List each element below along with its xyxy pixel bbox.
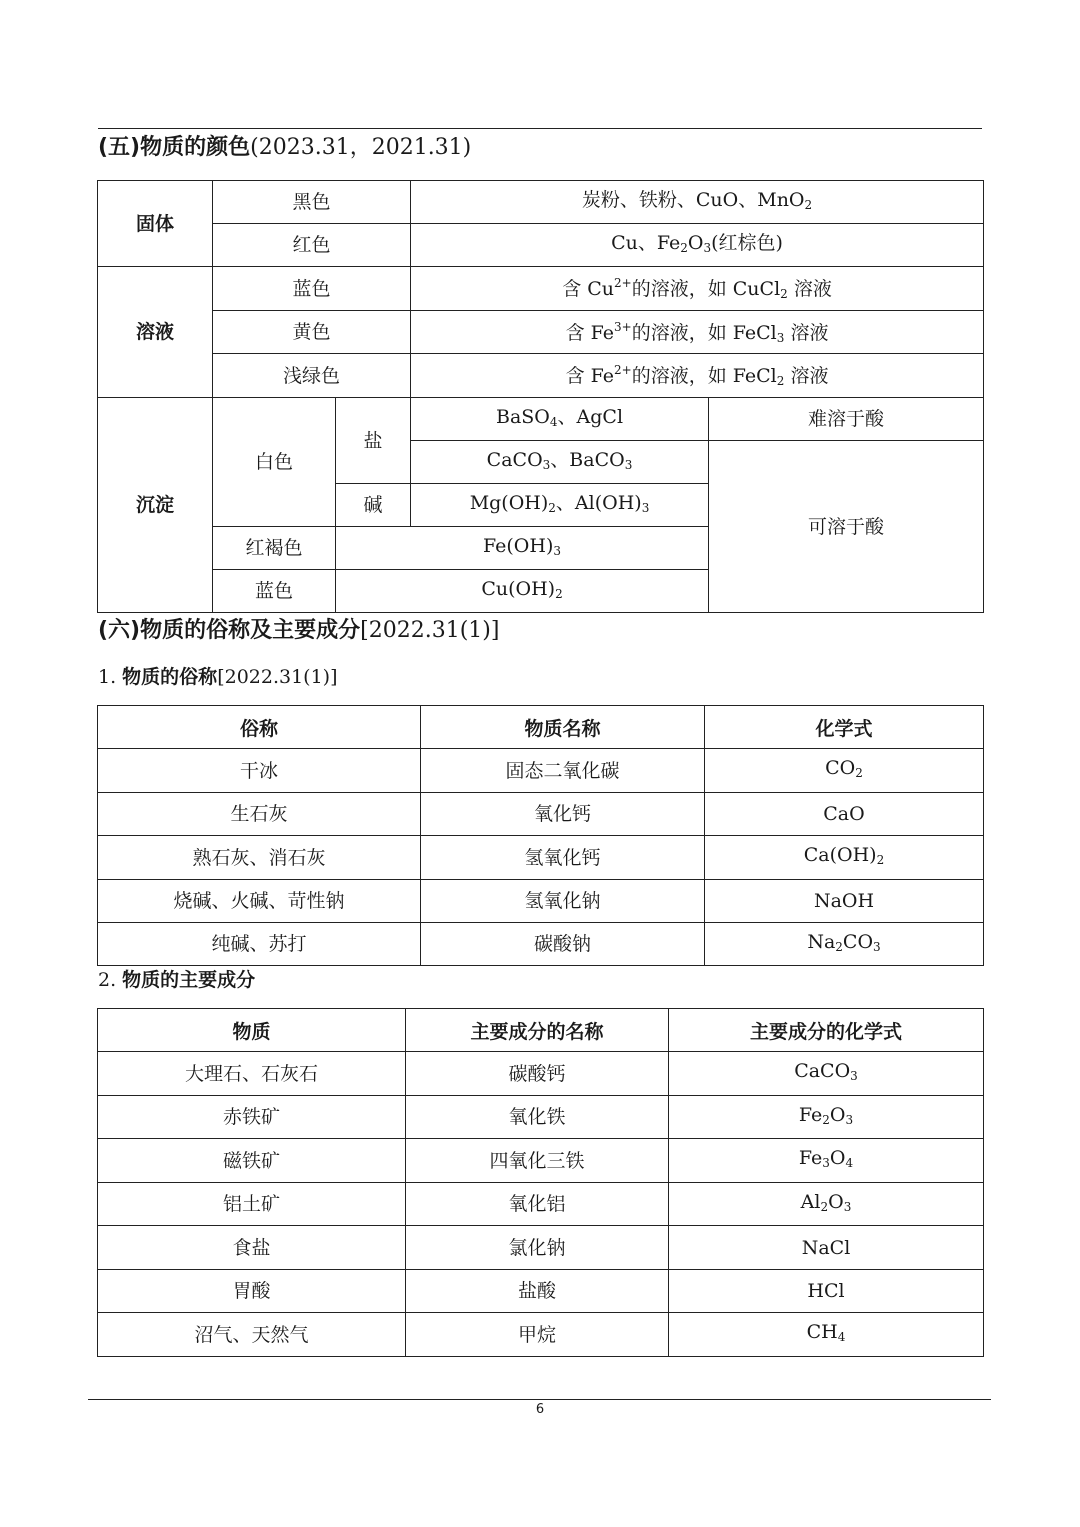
table-row	[98, 880, 984, 923]
table-row	[98, 1052, 984, 1096]
component-name: 氯化钠	[406, 1226, 669, 1270]
substance: 磁铁矿	[98, 1139, 406, 1183]
caco3-baco3: CaCO$_3$、BaCO$_3$	[411, 441, 709, 484]
page-number: 6	[535, 1402, 545, 1417]
color-reddish-brown: 红褐色	[213, 527, 336, 570]
section-5-heading: (五)物质的颜色(2023.31，2021.31)	[98, 135, 472, 160]
substance: 赤铁矿	[98, 1096, 406, 1139]
color-table	[97, 180, 984, 613]
table-row	[98, 1183, 984, 1226]
formula: CaCO$_3$	[669, 1052, 984, 1096]
header-component-name: 主要成分的名称	[406, 1009, 669, 1052]
main-components-table	[97, 1008, 984, 1357]
substance: 铝土矿	[98, 1183, 406, 1226]
common-name: 干冰	[98, 749, 421, 793]
formula: $CO_2$	[705, 749, 984, 793]
baso4-agcl: BaSO$_4$、AgCl	[411, 398, 709, 441]
top-rule	[98, 128, 982, 129]
component-name: 碳酸钙	[406, 1052, 669, 1096]
color-yellow: 黄色	[213, 311, 411, 354]
common-names-table	[97, 705, 984, 966]
formula: $CH_4$	[669, 1313, 984, 1357]
blue-solution: 含 $Cu^{2+}$的溶液，如 CuCl$_2$ 溶液	[411, 267, 984, 311]
color-black: 黑色	[213, 181, 411, 224]
soluble-in-acid: 可溶于酸	[709, 441, 984, 613]
common-name: 纯碱、苏打	[98, 923, 421, 966]
base-label: 碱	[336, 484, 411, 527]
footer-rule	[88, 1399, 991, 1400]
color-light-green: 浅绿色	[213, 354, 411, 398]
table-row	[98, 1226, 984, 1270]
table-row	[98, 1139, 984, 1183]
category-solution: 溶液	[98, 267, 213, 398]
formula: NaCl	[669, 1226, 984, 1270]
color-blue: 蓝色	[213, 267, 411, 311]
red-substances: Cu、$Fe_2O_3$(红棕色)	[411, 224, 984, 267]
feoh3: $Fe(OH)_3$	[336, 527, 709, 570]
formula: $Na_2CO_3$	[705, 923, 984, 966]
substance-name: 碳酸钠	[421, 923, 705, 966]
black-substances: 炭粉、铁粉、CuO、MnO$_2$	[411, 181, 984, 224]
formula: HCl	[669, 1270, 984, 1313]
color-red: 红色	[213, 224, 411, 267]
component-name: 盐酸	[406, 1270, 669, 1313]
substance-name: 氢氧化钙	[421, 836, 705, 880]
mgoh-aloh: $Mg(OH)_2$、$Al(OH)_3$	[411, 484, 709, 527]
formula: $Al_2O_3$	[669, 1183, 984, 1226]
component-name: 氧化铁	[406, 1096, 669, 1139]
category-precipitate: 沉淀	[98, 398, 213, 613]
common-name: 烧碱、火碱、苛性钠	[98, 880, 421, 923]
common-name: 生石灰	[98, 793, 421, 836]
subsection-1-heading: 1. 物质的俗称[2022.31(1)]	[98, 666, 338, 688]
cuoh2: $Cu(OH)_2$	[336, 570, 709, 613]
header-component-formula: 主要成分的化学式	[669, 1009, 984, 1052]
header-substance-name: 物质名称	[421, 706, 705, 749]
subsection-2-heading: 2. 物质的主要成分	[98, 969, 256, 991]
component-name: 四氧化三铁	[406, 1139, 669, 1183]
substance-name: 固态二氧化碳	[421, 749, 705, 793]
substance-name: 氢氧化钠	[421, 880, 705, 923]
header-formula: 化学式	[705, 706, 984, 749]
table-row	[98, 1313, 984, 1357]
salt-label: 盐	[336, 398, 411, 484]
category-solid: 固体	[98, 181, 213, 267]
common-name: 熟石灰、消石灰	[98, 836, 421, 880]
color-blue-precipitate: 蓝色	[213, 570, 336, 613]
table-row	[98, 1270, 984, 1313]
substance: 食盐	[98, 1226, 406, 1270]
substance: 大理石、石灰石	[98, 1052, 406, 1096]
header-substance: 物质	[98, 1009, 406, 1052]
substance: 胃酸	[98, 1270, 406, 1313]
insoluble-in-acid: 难溶于酸	[709, 398, 984, 441]
table-row	[98, 923, 984, 966]
formula: $Fe_2O_3$	[669, 1096, 984, 1139]
section-6-heading: (六)物质的俗称及主要成分[2022.31(1)]	[98, 618, 500, 643]
yellow-solution: 含 $Fe^{3+}$的溶液，如 FeCl$_3$ 溶液	[411, 311, 984, 354]
light-green-solution: 含 $Fe^{2+}$的溶液，如 FeCl$_2$ 溶液	[411, 354, 984, 398]
table-row	[98, 1096, 984, 1139]
table-row	[98, 749, 984, 793]
table-row	[98, 836, 984, 880]
header-common-name: 俗称	[98, 706, 421, 749]
formula: $Ca(OH)_2$	[705, 836, 984, 880]
formula: $Fe_3O_4$	[669, 1139, 984, 1183]
formula: CaO	[705, 793, 984, 836]
color-white: 白色	[213, 398, 336, 527]
component-name: 甲烷	[406, 1313, 669, 1357]
formula: NaOH	[705, 880, 984, 923]
substance-name: 氧化钙	[421, 793, 705, 836]
table-row	[98, 793, 984, 836]
substance: 沼气、天然气	[98, 1313, 406, 1357]
component-name: 氧化铝	[406, 1183, 669, 1226]
